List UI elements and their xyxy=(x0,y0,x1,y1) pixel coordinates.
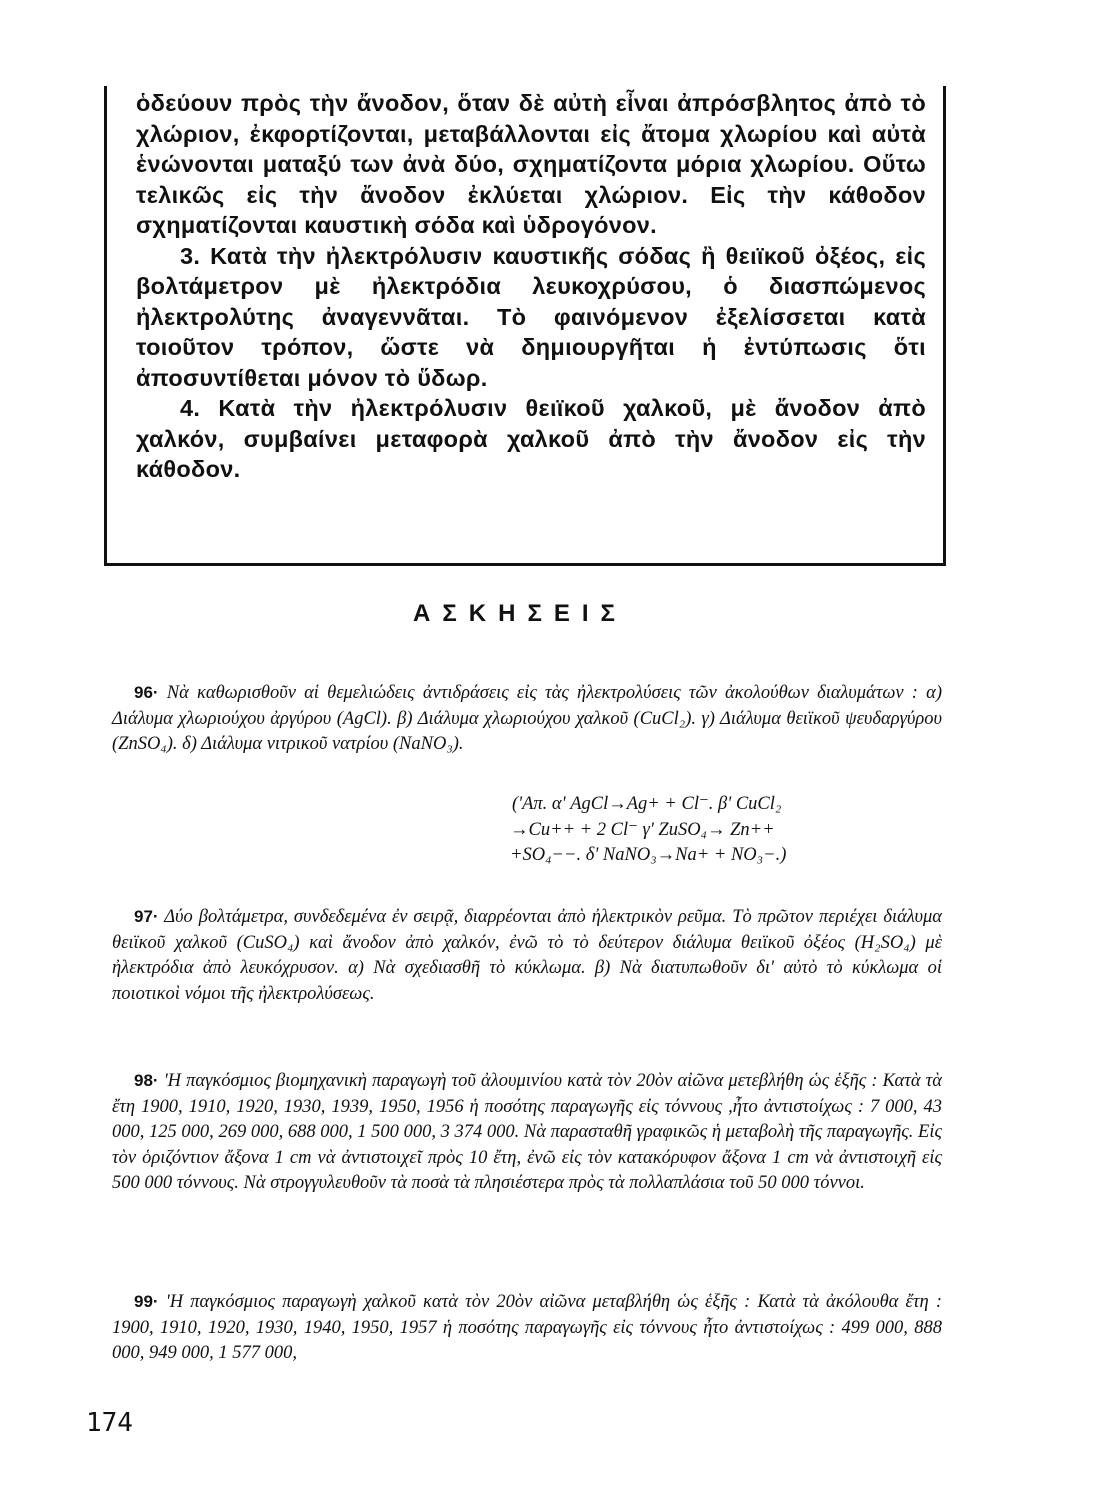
exercise-96-answer xyxy=(512,792,952,869)
exercises-heading: ΑΣΚΗΣΕΙΣ xyxy=(413,600,627,627)
exercise-number: 99· xyxy=(134,1292,159,1311)
exercise-96 xyxy=(112,680,942,758)
exercise-text: 'Η παγκόσμιος παραγωγὴ χαλκοῦ κατὰ τὸν 20ὸν αἰῶνα μεταβλήθη ὡς ἑξῆς : Κατὰ τὰ ἀκόλουθα ἔτη : 1900, 1910, 1920, 1930, 1940, 1950, 1957 ἡ ποσότης παραγωγῆς εἰς τόννους ἦτο ἀντιστοίχως : 499 000, 888 000, 949 000, 1 577 000, xyxy=(112,1292,942,1363)
exercise-number: 97· xyxy=(134,907,159,926)
exercise-number: 96· xyxy=(134,683,159,702)
answer-line-3: +SO₄−−. δ' NaNO₃→Na+ + NO₃−.) xyxy=(510,845,787,865)
answer-line-2: →Cu++ + 2 Cl⁻ γ' ZuSO₄→ Zn++ xyxy=(510,819,775,840)
exercise-97 xyxy=(112,904,942,1007)
exercise-number: 98· xyxy=(134,1071,159,1090)
summary-paragraph-2: 3. Κατὰ τὴν ἠλεκτρόλυσιν καυστικῆς σόδας ἢ θειϊκοῦ ὀξέος, εἰς βολτάμετρον μὲ ἠλεκτρόδια λευκοχρύσου, ὁ διασπώμενος ἠλεκτρολύτης ἀναγεννᾶται. Τὸ φαινόμενον ἐξελίσσεται κατὰ τοιοῦτον τρόπον, ὥστε νὰ δημιουργῆται ἡ ἐντύπωσις ὅτι ἀποσυντίθεται μόνον τὸ ὕδωρ. xyxy=(136,242,926,391)
exercise-text: Νὰ καθωρισθοῦν αἱ θεμελιώδεις ἀντιδράσεις εἰς τὰς ἠλεκτρολύσεις τῶν ἀκολούθων διαλυμάτων : α) Διάλυμα χλωριούχου ἀργύρου (AgCl). β) Διάλυμα χλωριούχου χαλκοῦ (CuCl₂). γ) Διάλυμα θειϊκοῦ ψευδαργύρου (ZnSO₄). δ) Διάλυμα νιτρικοῦ νατρίου (NaNO₃). xyxy=(112,683,943,754)
summary-paragraph-1: ὁδεύουν πρὸς τὴν ἄνοδον, ὅταν δὲ αὐτὴ εἶναι ἀπρόσβλητος ἀπὸ τὸ χλώριον, ἐκφορτίζονται, μεταβάλλονται εἰς ἄτομα χλωρίου καὶ αὐτὰ ἑνώνονται ματαξύ των ἀνὰ δύο, σχηματίζοντα μόρια χλωρίου. Οὕτω τελικῶς εἰς τὴν ἄνοδον ἐκλύεται χλώριον. Εἰς τὴν κάθοδον σχηματίζονται καυστικὴ σόδα καὶ ὑδρογόνον. xyxy=(136,90,926,238)
boxed-summary-text xyxy=(136,88,926,485)
exercise-99 xyxy=(112,1289,942,1367)
exercise-text: 'Η παγκόσμιος βιομηχανικὴ παραγωγὴ τοῦ ἀλουμινίου κατὰ τὸν 20ὸν αἰῶνα μετεβλήθη ὡς ἑξῆς : Κατὰ τὰ ἔτη 1900, 1910, 1920, 1930, 1939, 1950, 1956 ἡ ποσότης παραγωγῆς εἰς τόννους ,ἦτο ἀντιστοίχως : 7 000, 43 000, 125 000, 269 000, 688 000, 1 500 000, 3 374 000. Νὰ παρασταθῆ γραφικῶς ἡ μεταβολὴ τῆς παραγωγῆς. Εἰς τὸν ὁριζόντιον ἄξονα 1 cm νὰ ἀντιστοιχεῖ πρὸς 10 ἔτη, ἐνῶ εἰς τὸν κατακόρυφον ἄξονα 1 cm νὰ ἀντιστοιχῆ εἰς 500 000 τόννους. Νὰ στρογγυλευθοῦν τὰ ποσὰ τὰ πλησιέστερα πρὸς τὰ πολλαπλάσια τοῦ 50 000 τόννοι. xyxy=(112,1071,942,1193)
exercise-98 xyxy=(112,1068,942,1197)
exercise-text: Δύο βολτάμετρα, συνδεδεμένα ἐν σειρᾷ, διαρρέονται ἀπὸ ἠλεκτρικὸν ρεῦμα. Τὸ πρῶτον περιέχει διάλυμα θειϊκοῦ χαλκοῦ (CuSO₄) καὶ ἄνοδον ἀπὸ χαλκόν, ἐνῶ τὸ τὸ δεύτερον διάλυμα θειϊκοῦ ὀξέος (H₂SO₄) μὲ ἠλεκτρόδια ἀπὸ λευκόχρυσον. α) Νὰ σχεδιασθῆ τὸ κύκλωμα. β) Νὰ διατυπωθοῦν δι' αὐτὸ τὸ κύκλωμα οἱ ποιοτικοὶ νόμοι τῆς ἠλεκτρολύσεως. xyxy=(112,907,942,1004)
summary-paragraph-3: 4. Κατὰ τὴν ἠλεκτρόλυσιν θειϊκοῦ χαλκοῦ, μὲ ἄνοδον ἀπὸ χαλκόν, συμβαίνει μεταφορὰ χαλκοῦ ἀπὸ τὴν ἄνοδον εἰς τὴν κάθοδον. xyxy=(136,395,926,482)
page-number: 174 xyxy=(86,1408,133,1438)
answer-line-1: ('Απ. α' AgCl→Ag+ + Cl⁻. β' CuCl₂ xyxy=(512,794,782,814)
